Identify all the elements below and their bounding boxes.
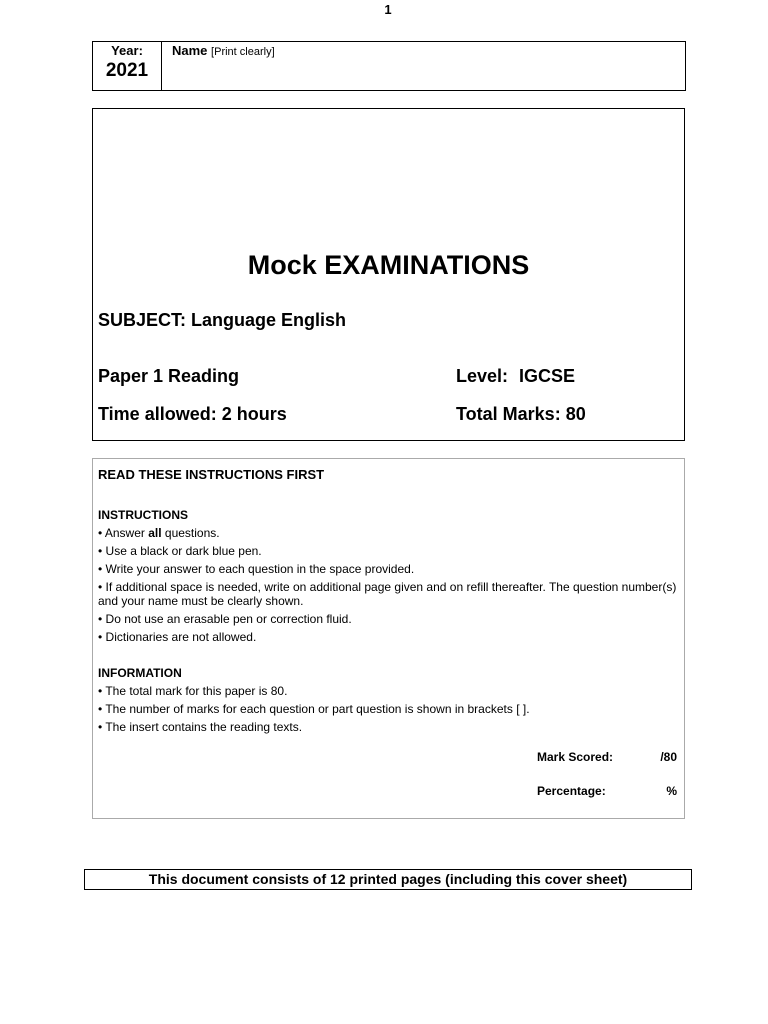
percentage-row xyxy=(537,784,677,798)
level-line xyxy=(456,366,575,387)
level-label: Level: xyxy=(456,366,509,386)
percentage-unit: % xyxy=(666,784,677,798)
paper-line: Paper 1 Reading xyxy=(98,366,240,386)
instruction-item: • If additional space is needed, write on additional page given and on refill thereafter. The question number(s) and your name must be clearly shown. xyxy=(98,580,677,608)
time-allowed: Time allowed: 2 hours xyxy=(98,404,287,424)
instructions-heading: INSTRUCTIONS xyxy=(98,508,188,522)
name-hint: [Print clearly] xyxy=(211,46,275,58)
percentage-label: Percentage: xyxy=(537,784,606,798)
total-marks: Total Marks: 80 xyxy=(456,404,586,424)
instruction-item xyxy=(98,526,679,540)
exam-title-box xyxy=(92,108,685,441)
year-cell xyxy=(93,42,162,90)
subject-value: Language English xyxy=(191,310,347,330)
instruction-item: • Write your answer to each question in the space provided. xyxy=(98,562,415,576)
year-name-box xyxy=(92,41,686,91)
year-label: Year: xyxy=(111,43,143,58)
information-item: • The total mark for this paper is 80. xyxy=(98,684,288,698)
mark-scored-row xyxy=(537,750,677,764)
page-count-note: This document consists of 12 printed pages (including this cover sheet) xyxy=(84,869,692,890)
mark-scored-unit: /80 xyxy=(660,750,677,764)
name-cell xyxy=(162,42,285,90)
instructions-box xyxy=(92,458,685,819)
instruction-item: • Dictionaries are not allowed. xyxy=(98,630,257,644)
name-label: Name xyxy=(172,43,208,58)
read-instructions-heading: READ THESE INSTRUCTIONS FIRST xyxy=(98,467,325,482)
information-item: • The insert contains the reading texts. xyxy=(98,720,303,734)
subject-line xyxy=(98,310,346,331)
answer-prefix: • Answer xyxy=(98,526,149,540)
information-heading: INFORMATION xyxy=(98,666,182,680)
year-value: 2021 xyxy=(105,60,149,81)
instruction-item: • Use a black or dark blue pen. xyxy=(98,544,262,558)
subject-label: SUBJECT: xyxy=(98,310,187,330)
page-number: 1 xyxy=(384,2,392,17)
answer-bold: all xyxy=(148,526,162,540)
information-item: • The number of marks for each question or part question is shown in brackets [ ]. xyxy=(98,702,530,716)
answer-suffix: questions. xyxy=(161,526,220,540)
level-value: IGCSE xyxy=(519,366,576,386)
exam-title: Mock EXAMINATIONS xyxy=(247,250,530,280)
instruction-item: • Do not use an erasable pen or correction fluid. xyxy=(98,612,352,626)
mark-scored-label: Mark Scored: xyxy=(537,750,614,764)
